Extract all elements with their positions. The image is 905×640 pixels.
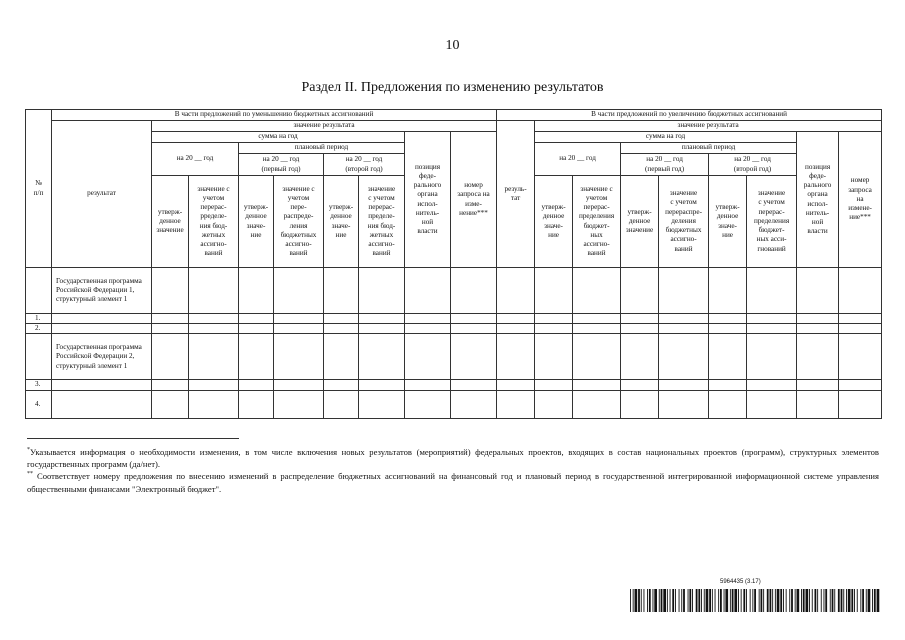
dec-realloc-second: значение с учетом перерас- пределе- ния бюд- жетных ассигно- ваний <box>359 176 405 268</box>
dec-authority-position: позиция феде- рального органа испол- нитель- ной власти <box>405 132 451 268</box>
dec-realloc-current: значение с учетом перерас- pределе- ния бюд- жетных ассигно- ваний <box>189 176 239 268</box>
footnotes <box>27 446 879 495</box>
table-row <box>26 314 882 324</box>
dec-planned-header: плановый период <box>239 143 405 154</box>
barcode-label: 5964435 (3.17) <box>720 579 761 585</box>
program-1-cell: Государственная программа Российской Федерации 1, структурный элемент 1 <box>52 268 152 314</box>
num-header: № п/п <box>26 110 52 268</box>
program-2-cell: Государственная программа Российской Федерации 2, структурный элемент 1 <box>52 334 152 380</box>
footnote-1-marker: * <box>27 447 30 454</box>
inc-realloc-second: значение с учетом перерас- пределения бюджет- ных асси- гнований <box>747 176 797 268</box>
inc-request-number: номер запроса на измене- ние*** <box>839 132 882 268</box>
inc-year-second: на 20 __ год (второй год) <box>709 154 797 176</box>
row-label: 2. <box>26 324 52 334</box>
footnote-2-text: Соответствует номеру предложения по внесению изменений в распределение бюджетных ассигнований на финансовый год и плановый период в государственной интегрированной информационной системе управления общественными финансами "Электронный бюджет". <box>27 471 879 494</box>
inc-approved: утверж- денное значе- ние <box>535 176 573 268</box>
section-title: Раздел II. Предложения по изменению результатов <box>301 80 604 95</box>
row-label: 4. <box>26 390 52 418</box>
dec-request-number: номер запроса на изме- нение*** <box>451 132 497 268</box>
dec-sum-header: сумма на год <box>152 132 405 143</box>
dec-year-second: на 20 __ год (второй год) <box>324 154 405 176</box>
inc-year-current: на 20 __ год <box>535 143 621 176</box>
dec-year-current: на 20 __ год <box>152 143 239 176</box>
row-label: 1. <box>26 314 52 324</box>
result-header: результат <box>52 121 152 268</box>
page-number: 10 <box>445 38 460 53</box>
inc-value-header: значение результата <box>535 121 882 132</box>
dec-approved: утверж- денное значение <box>152 176 189 268</box>
inc-realloc-current: значение с учетом перерас- пределения бюджет- ных ассигно- ваний <box>573 176 621 268</box>
inc-result-header: резуль- тат <box>497 121 535 268</box>
table-row <box>26 390 882 418</box>
inc-approved-first: утверж- денное значение <box>621 176 659 268</box>
proposals-table <box>25 109 882 419</box>
barcode <box>630 589 880 612</box>
footnote-1 <box>27 446 879 470</box>
footnote-separator <box>27 438 239 439</box>
dec-value-header: значение результата <box>152 121 497 132</box>
dec-approved-second: утверж- денное значе- ние <box>324 176 359 268</box>
inc-sum-header: сумма на год <box>535 132 797 143</box>
table-row <box>26 268 882 314</box>
table-row <box>26 334 882 380</box>
row-label: 3. <box>26 380 52 390</box>
decrease-group-header: В части предложений по уменьшению бюджетных ассигнований <box>52 110 497 121</box>
inc-realloc-first: значение с учетом перераспре- деления бюджетных ассигно- ваний <box>659 176 709 268</box>
inc-planned-header: плановый период <box>621 143 797 154</box>
dec-realloc-first: значение с учетом пере- распреде- ления бюджетных ассигно- ваний <box>274 176 324 268</box>
inc-year-first: на 20 __ год (первый год) <box>621 154 709 176</box>
footnote-2-marker: ** <box>27 471 33 478</box>
footnote-1-text: Указывается информация о необходимости изменения, в том числе включения новых результатов (мероприятий) федеральных проектов, входящих в состав национальных проектов (программ), структурных элементов государственных программ (да/нет). <box>27 447 879 470</box>
table-row <box>26 380 882 390</box>
dec-year-first: на 20 __ год (первый год) <box>239 154 324 176</box>
table-row <box>26 324 882 334</box>
increase-group-header: В части предложений по увеличению бюджетных ассигнований <box>497 110 882 121</box>
inc-authority-position: позиция феде- рального органа испол- нитель- ной власти <box>797 132 839 268</box>
footnote-2 <box>27 470 879 494</box>
dec-approved-first: утверж- денное значе- ние <box>239 176 274 268</box>
inc-approved-second: утверж- денное значе- ние <box>709 176 747 268</box>
